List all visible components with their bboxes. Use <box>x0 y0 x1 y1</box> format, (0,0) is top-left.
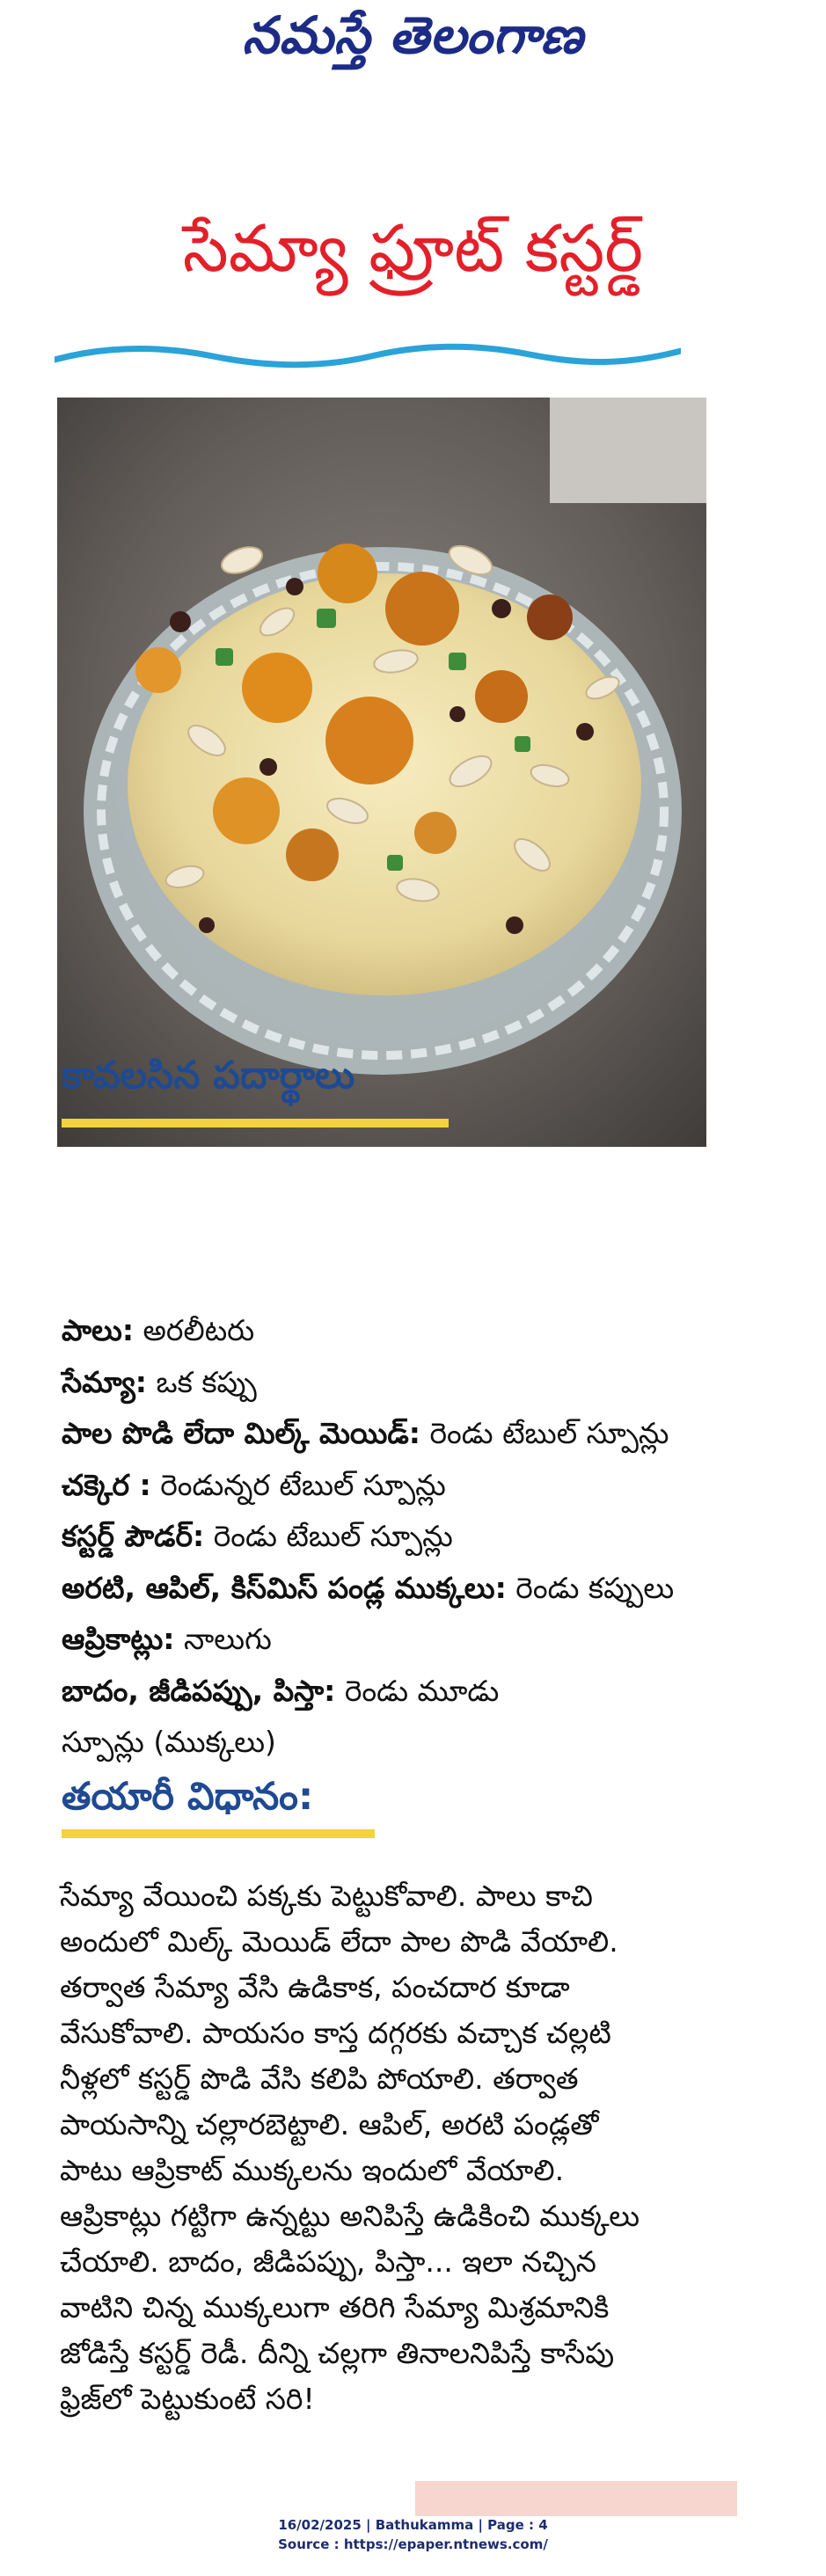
ingredients-list <box>62 1305 757 1769</box>
method-line: చేయాలి. బాదం, జీడిపప్పు, పిస్తా... ఇలా నచ్చిన <box>60 2244 596 2279</box>
masthead-logo: నమస్తే తెలంగాణ <box>242 5 584 65</box>
ingredient-item: పాలు: అరలీటరు <box>62 1313 255 1347</box>
footer-date-page: 16/02/2025 | Bathukamma | Page : 4 <box>278 2517 548 2533</box>
method-line: ఆప్రికాట్లు గట్టిగా ఉన్నట్టు అనిపిస్తే ఉడికించి ముక్కలు <box>60 2199 640 2233</box>
ingredient-item: చక్కెర : రెండున్నర టేబుల్ స్పూన్లు <box>62 1467 446 1502</box>
title-wave-decoration <box>55 339 681 374</box>
method-line: నీళ్లలో కస్టర్డ్ పొడి వేసి కలిపి పోయాలి. తర్వాత <box>60 2062 579 2096</box>
footer-source: Source : https://epaper.ntnews.com/ <box>278 2536 548 2552</box>
method-line: వాటిని చిన్న ముక్కలుగా తరిగి సేమ్యా మిశ్రమానికి <box>60 2290 610 2324</box>
method-heading: తయారీ విధానం: <box>62 1775 314 1819</box>
method-line: ఫ్రిజ్‌లో పెట్టుకుంటే సరి! <box>60 2382 315 2416</box>
method-paragraph <box>60 1873 764 2422</box>
method-heading-underline <box>62 1829 375 1838</box>
ingredient-item: కస్టర్డ్ పౌడర్: రెండు టేబుల్ స్పూన్లు <box>62 1519 453 1553</box>
ingredient-item: ఆప్రికాట్లు: నాలుగు <box>62 1622 272 1656</box>
ingredient-item: సేమ్యా: ఒక కప్పు <box>62 1364 257 1399</box>
ingredient-item: బాదం, జీడిపప్పు, పిస్తా: రెండు మూడు <box>62 1673 500 1708</box>
method-line: సేమ్యా వేయించి పక్కకు పెట్టుకోవాలి. పాలు కాచి <box>60 1879 593 1913</box>
ingredients-heading-underline <box>62 1119 449 1127</box>
ingredient-item: స్పూన్లు (ముక్కలు) <box>62 1725 276 1759</box>
custard-bowl-illustration <box>57 398 706 1147</box>
method-line: జోడిస్తే కస్టర్డ్ రెడీ. దీన్ని చల్లగా తినాలనిపిస్తే కాసేపు <box>60 2336 615 2370</box>
next-article-strip <box>415 2481 737 2516</box>
method-line: వేసుకోవాలి. పాయసం కాస్త దగ్గరకు వచ్చాక చల్లటి <box>60 2016 611 2050</box>
ingredient-item: అరటి, ఆపిల్, కిస్‌మిస్ పండ్ల ముక్కలు: రెండు కప్పులు <box>62 1570 675 1605</box>
method-line: తర్వాత సేమ్యా వేసి ఉడికాక, పంచదార కూడా <box>60 1970 570 2004</box>
method-line: పాటు ఆప్రికాట్ ముక్కలను ఇందులో వేయాలి. <box>60 2153 565 2187</box>
ingredient-item: పాల పొడి లేదా మిల్క్ మెయిడ్: రెండు టేబుల్ స్పూన్లు <box>62 1416 669 1450</box>
dish-photo <box>57 398 706 1147</box>
method-line: అందులో మిల్క్ మెయిడ్ లేదా పాల పొడి వేయాలి. <box>60 1924 618 1959</box>
ingredients-heading: కావలసిన పదార్థాలు <box>62 1054 355 1098</box>
article-title: సేమ్యా ఫ్రూట్ కస్టర్డ్ <box>182 211 644 287</box>
method-line: పాయసాన్ని చల్లారబెట్టాలి. ఆపిల్, అరటి పండ్లతో <box>60 2107 599 2142</box>
